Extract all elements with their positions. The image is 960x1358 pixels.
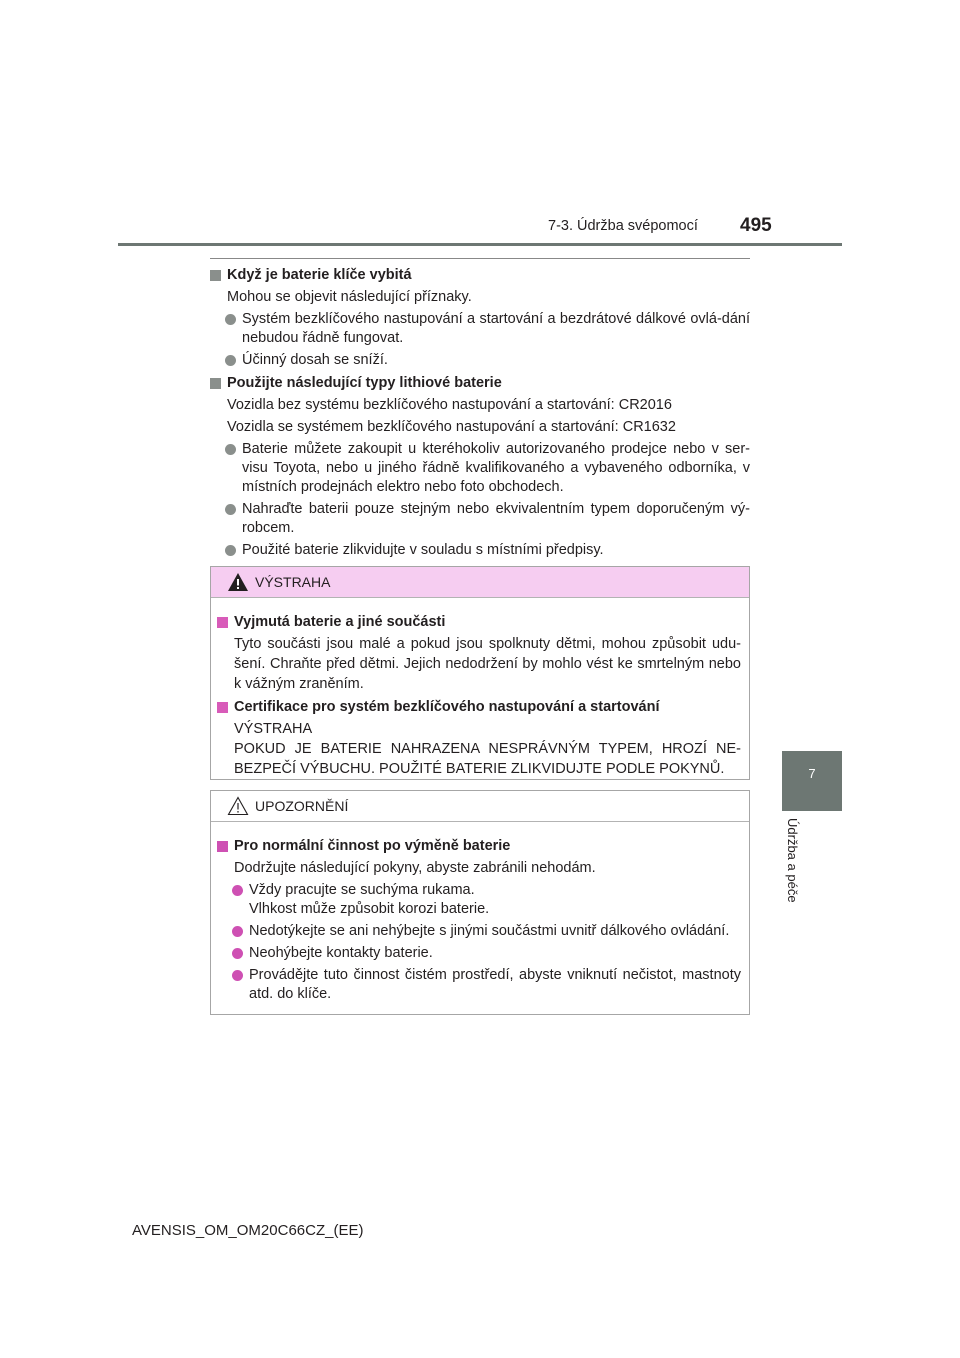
warning-paragraph: Tyto součásti jsou malé a pokud jsou spolknuty dětmi, mohou způsobit udu-šení. Chraňte před dětmi. Jejich nedodržení by mohlo vést ke smrtelným nebo k vážným zraněním. (234, 636, 741, 692)
heading-dead-battery (210, 265, 750, 285)
bullet-text: Nedotýkejte se ani nehýbejte s jinými součástmi uvnitř dálkového ovládání. (249, 923, 730, 939)
header-rule (118, 243, 842, 246)
bullet-text: Účinný dosah se sníží. (242, 352, 388, 368)
round-bullet-icon (225, 314, 236, 325)
caution-bullet (217, 881, 741, 919)
chapter-tab[interactable] (782, 751, 842, 811)
paragraph: Vozidla bez systému bezklíčového nastupování a startování: CR2016 (227, 397, 672, 413)
caution-bullet (217, 922, 741, 941)
round-bullet-icon (225, 355, 236, 366)
content-rule (210, 258, 750, 259)
caution-box (210, 790, 750, 1015)
bullet-item (210, 351, 750, 370)
caution-heading (217, 836, 741, 856)
bullet-item (210, 541, 750, 560)
chapter-label-text: Údržba a péče (785, 818, 800, 903)
heading-text: Pro normální činnost po výměně baterie (234, 838, 511, 854)
caution-label: UPOZORNĚNÍ (255, 798, 349, 814)
round-bullet-icon (225, 444, 236, 455)
warning-label: VÝSTRAHA (255, 574, 331, 590)
page-number: 495 (740, 215, 772, 236)
caution-header (211, 791, 749, 822)
round-bullet-icon (225, 504, 236, 515)
round-bullet-icon (232, 970, 243, 981)
warning-box (210, 566, 750, 780)
heading-text: Když je baterie klíče vybitá (227, 267, 412, 283)
round-bullet-icon (225, 545, 236, 556)
square-bullet-icon (210, 378, 221, 389)
paragraph: Vozidla se systémem bezklíčového nastupování a startování: CR1632 (227, 419, 676, 435)
caution-paragraph: Dodržujte následující pokyny, abyste zabránili nehodám. (234, 860, 596, 876)
heading-text: Vyjmutá baterie a jiné součásti (234, 614, 446, 630)
bullet-text: Vždy pracujte se suchýma rukama. Vlhkost může způsobit korozi baterie. (249, 882, 490, 917)
heading-text: Použijte následující typy lithiové baterie (227, 375, 502, 391)
caution-triangle-icon (227, 796, 249, 816)
warning-triangle-icon (227, 572, 249, 592)
caution-body (211, 822, 749, 1012)
square-bullet-icon (210, 270, 221, 281)
warning-paragraph: VÝSTRAHA POKUD JE BATERIE NAHRAZENA NESPRÁVNÝM TYPEM, HROZÍ NE-BEZPEČÍ VÝBUCHU. POUŽITÉ BATERIE ZLIKVIDUJTE PODLE POKYNŮ. (234, 721, 741, 777)
bullet-text: Nahraďte baterii pouze stejným nebo ekvivalentním typem doporučeným vý-robcem. (242, 501, 750, 536)
caution-bullet (217, 966, 741, 1004)
chapter-label (783, 818, 807, 938)
paragraph: Mohou se objevit následující příznaky. (227, 289, 472, 305)
round-bullet-icon (232, 926, 243, 937)
heading-text: Certifikace pro systém bezklíčového nastupování a startování (234, 699, 660, 715)
warning-body (211, 598, 749, 787)
caution-bullet (217, 944, 741, 963)
round-bullet-icon (232, 948, 243, 959)
main-content (210, 258, 750, 560)
document-code: AVENSIS_OM_OM20C66CZ_(EE) (132, 1222, 364, 1239)
warning-header (211, 567, 749, 598)
bullet-text: Neohýbejte kontakty baterie. (249, 945, 433, 961)
round-bullet-icon (232, 885, 243, 896)
bullet-text: Baterie můžete zakoupit u kteréhokoliv autorizovaného prodejce nebo v ser-visu Toyota, nebo u jiného řádně kvalifikovaného a vybaveného odborníka, v místních prodejnách elektro nebo foto obchodech. (242, 441, 750, 495)
bullet-text: Použité baterie zlikvidujte v souladu s místními předpisy. (242, 542, 604, 558)
chapter-number: 7 (808, 766, 816, 781)
section-title: 7-3. Údržba svépomocí (548, 218, 698, 234)
bullet-item (210, 500, 750, 538)
heading-battery-types (210, 373, 750, 393)
bullet-text: Systém bezklíčového nastupování a startování a bezdrátové dálkové ovlá-dání nebudou řádně fungovat. (242, 311, 750, 346)
square-bullet-icon (217, 702, 228, 713)
bullet-text: Provádějte tuto činnost čistém prostředí, abyste vniknutí nečistot, mastnoty atd. do klíče. (249, 967, 741, 1002)
bullet-item (210, 310, 750, 348)
bullet-item (210, 440, 750, 497)
warning-heading (217, 697, 741, 717)
square-bullet-icon (217, 841, 228, 852)
warning-heading (217, 612, 741, 632)
square-bullet-icon (217, 617, 228, 628)
